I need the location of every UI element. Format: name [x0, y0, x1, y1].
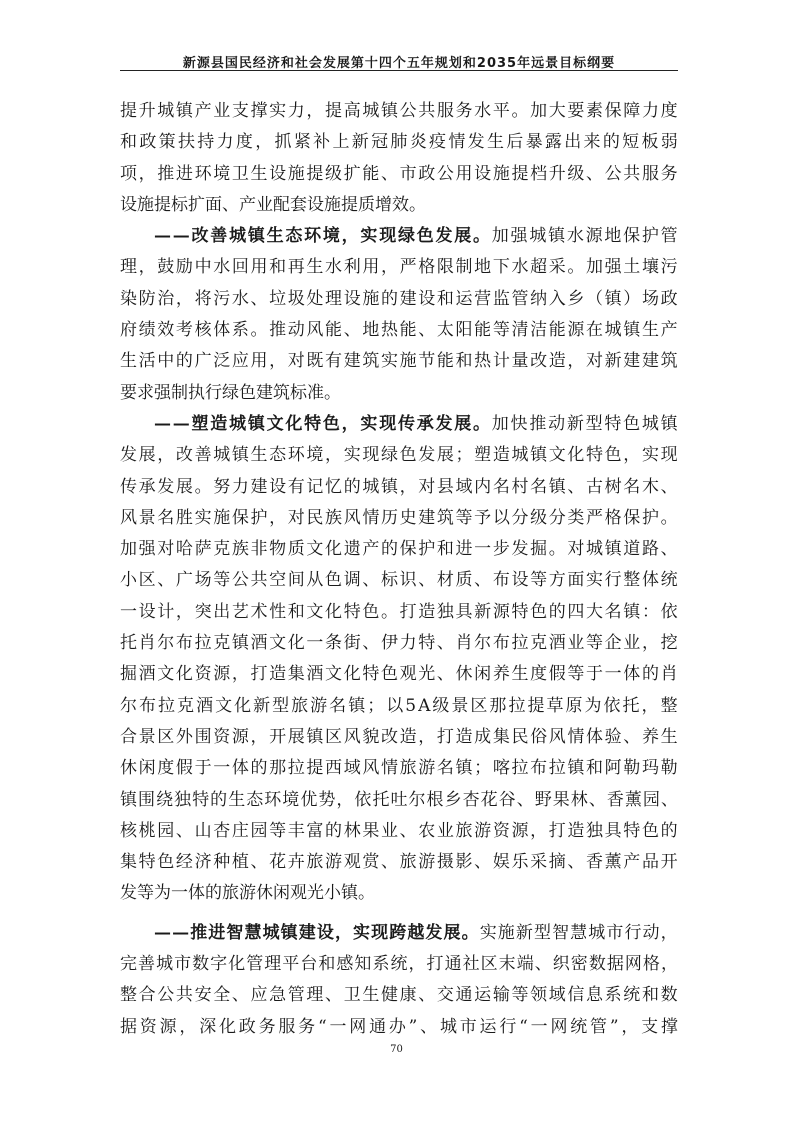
body-text [120, 96, 678, 1043]
text-line: 风 景 名 胜 实 施 保 护 ， 对 民 族 风 情 历 史 建 筑 等 予 以 分 级 分 类 严 格 保 护 。 [120, 507, 678, 528]
text-line: 整 合 公 共 安 全 、 应 急 管 理 、 卫 生 健 康 、 交 通 运 输 等 领 域 信 息 系 统 和 数 [120, 985, 678, 1006]
text-line: — — 推 进 智 慧 城 镇 建 设 ， 实 现 跨 越 发 展 。 实 施 新 型 智 慧 城 市 行 动 ， [154, 922, 678, 943]
text-line: 核 桃 园 、 山 杏 庄 园 等 丰 富 的 林 果 业 、 农 业 旅 游 资 源 ， 打 造 独 具 特 色 的 [120, 820, 678, 841]
text-line: 一 设 计 ， 突 出 艺 术 性 和 文 化 特 色 。 打 造 独 具 新 源 特 色 的 四 大 名 镇 ： 依 [120, 601, 678, 622]
text-line: 府 绩 效 考 核 体 系 。 推 动 风 能 、 地 热 能 、 太 阳 能 等 清 洁 能 源 在 城 镇 生 产 [120, 320, 678, 341]
text-line: 休 闲 度 假 于 一 体 的 那 拉 提 西 域 风 情 旅 游 名 镇 ； 喀 拉 布 拉 镇 和 阿 勒 玛 勒 [120, 758, 678, 779]
text-line: 据 资 源 ， 深 化 政 务 服 务 “ 一 网 通 办 ” 、 城 市 运 行 “ 一 网 统 管 ” ， 支 撑 [120, 1016, 678, 1037]
text-line: 尔 布 拉 克 酒 文 化 新 型 旅 游 名 镇 ； 以 5 A 级 景 区 那 拉 提 草 原 为 依 托 ， 整 [120, 695, 678, 716]
text-line: 传 承 发 展 。 努 力 建 设 有 记 忆 的 城 镇 ， 对 县 域 内 名 村 名 镇 、 古 树 名 木 、 [120, 476, 678, 497]
text-line: 发 展 ， 改 善 城 镇 生 态 环 境 ， 实 现 绿 色 发 展 ； 塑 造 城 镇 文 化 特 色 ， 实 现 [120, 445, 678, 466]
text-line: 掘 酒 文 化 资 源 ， 打 造 集 酒 文 化 特 色 观 光 、 休 闲 养 生 度 假 等 于 一 体 的 肖 [120, 664, 678, 685]
text-line: 发 等 为 一 体 的 旅 游 休 闲 观 光 小 镇 。 [120, 883, 375, 904]
text-line: 项 ， 推 进 环 境 卫 生 设 施 提 级 扩 能 、 市 政 公 用 设 施 提 档 升 级 、 公 共 服 务 [120, 163, 678, 184]
text-line: 完 善 城 市 数 字 化 管 理 平 台 和 感 知 系 统 ， 打 通 社 区 末 端 、 织 密 数 据 网 格 ， [120, 954, 678, 975]
text-line: 镇 围 绕 独 特 的 生 态 环 境 优 势 ， 依 托 吐 尔 根 乡 杏 花 谷 、 野 果 林 、 香 薰 园 、 [120, 789, 678, 810]
text-line: 理 ， 鼓 励 中 水 回 用 和 再 生 水 利 用 ， 严 格 限 制 地 下 水 超 采 。 加 强 土 壤 污 [120, 257, 678, 278]
text-line: — — 改 善 城 镇 生 态 环 境 ， 实 现 绿 色 发 展 。 加 强 城 镇 水 源 地 保 护 管 [154, 226, 678, 247]
text-line: 生 活 中 的 广 泛 应 用 ， 对 既 有 建 筑 实 施 节 能 和 热 计 量 改 造 ， 对 新 建 建 筑 [120, 351, 678, 372]
text-line: 和 政 策 扶 持 力 度 ， 抓 紧 补 上 新 冠 肺 炎 疫 情 发 生 后 暴 露 出 来 的 短 板 弱 [120, 132, 678, 153]
header-rule [120, 70, 678, 71]
page-number: 70 [390, 1044, 403, 1055]
text-line: 加 强 对 哈 萨 克 族 非 物 质 文 化 遗 产 的 保 护 和 进 一 步 发 掘 。 对 城 镇 道 路 、 [120, 539, 678, 560]
text-line: 提 升 城 镇 产 业 支 撑 实 力 ， 提 高 城 镇 公 共 服 务 水 平 。 加 大 要 素 保 障 力 度 [120, 101, 678, 121]
running-header: 新源县国民经济和社会发展第十四个五年规划和2035年远景目标纲要 [182, 56, 616, 71]
text-line: 托 肖 尔 布 拉 克 镇 酒 文 化 一 条 街 、 伊 力 特 、 肖 尔 布 拉 克 酒 业 等 企 业 ， 挖 [120, 633, 678, 654]
text-line: 合 景 区 外 围 资 源 ， 开 展 镇 区 风 貌 改 造 ， 打 造 成 集 民 俗 风 情 体 验 、 养 生 [120, 726, 678, 747]
text-line: — — 塑 造 城 镇 文 化 特 色 ， 实 现 传 承 发 展 。 加 快 推 动 新 型 特 色 城 镇 [154, 413, 678, 434]
text-line: 集 特 色 经 济 种 植 、 花 卉 旅 游 观 赏 、 旅 游 摄 影 、 娱 乐 采 摘 、 香 薰 产 品 开 [120, 852, 678, 873]
text-line: 小 区 、 广 场 等 公 共 空 间 从 色 调 、 标 识 、 材 质 、 布 设 等 方 面 实 行 整 体 统 [120, 570, 678, 591]
text-line: 染 防 治 ， 将 污 水 、 垃 圾 处 理 设 施 的 建 设 和 运 营 监 管 纳 入 乡 （ 镇 ） 场 政 [120, 288, 678, 309]
text-line: 设 施 提 标 扩 面 、 产 业 配 套 设 施 提 质 增 效 。 [120, 194, 426, 215]
text-line: 要 求 强 制 执 行 绿 色 建 筑 标 准 。 [120, 382, 341, 403]
